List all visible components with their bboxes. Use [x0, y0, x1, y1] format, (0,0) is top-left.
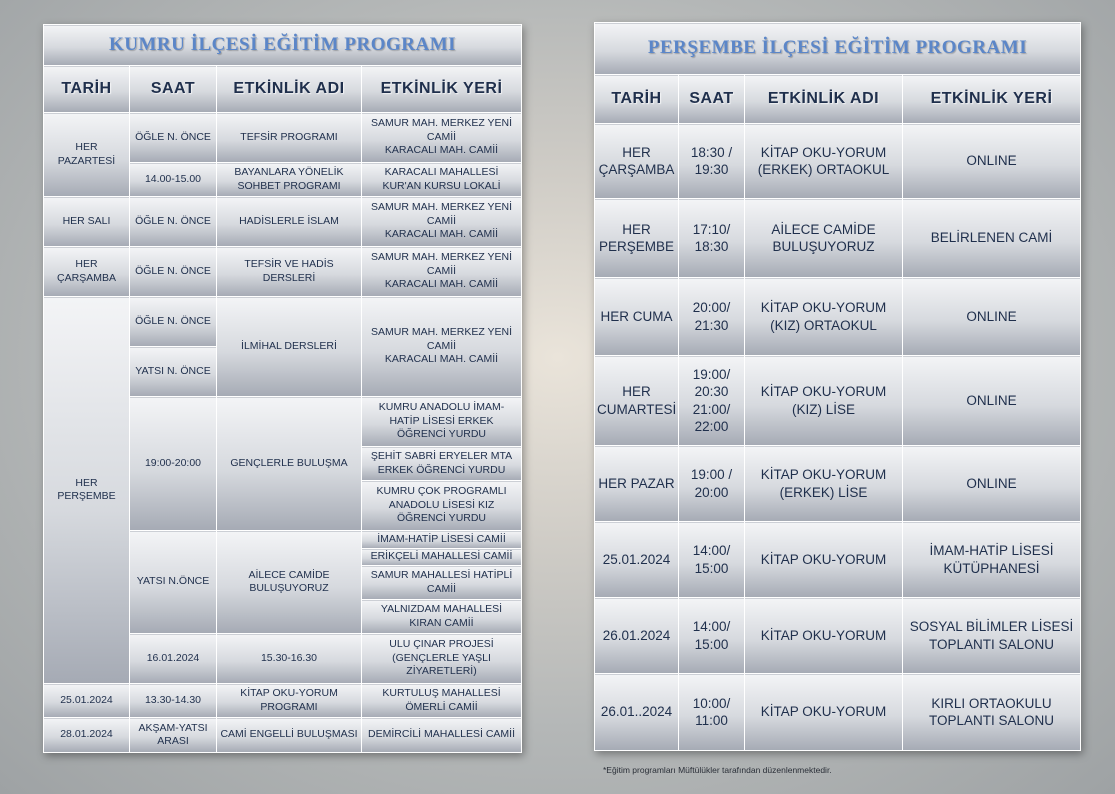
- place-cell: SAMUR MAH. MERKEZ YENİ CAMİİ KARACALI MAH. CAMİİ: [362, 297, 522, 397]
- header-time: SAAT: [679, 75, 745, 124]
- time-cell: 20:00/ 21:30: [679, 278, 745, 356]
- time-cell: 14:00/ 15:00: [679, 598, 745, 674]
- place-cell: SAMUR MAH. MERKEZ YENİ CAMİİ KARACALI MAH. CAMİİ: [362, 247, 522, 297]
- date-cell: 28.01.2024: [44, 718, 130, 753]
- date-cell: 25.01.2024: [595, 522, 679, 598]
- time-cell: 14:00/ 15:00: [679, 522, 745, 598]
- time-cell: YATSI N. ÖNCE: [130, 347, 217, 397]
- place-cell: SAMUR MAHALLESİ HATİPLİ CAMİİ: [362, 566, 522, 600]
- place-cell: İMAM-HATİP LİSESİ KÜTÜPHANESİ: [903, 522, 1081, 598]
- event-cell: TEFSİR VE HADİS DERSLERİ: [217, 247, 362, 297]
- time-cell: AKŞAM-YATSI ARASI: [130, 718, 217, 753]
- event-cell: KİTAP OKU-YORUM: [745, 598, 903, 674]
- place-cell: ONLINE: [903, 446, 1081, 522]
- date-cell: 26.01.2024: [595, 598, 679, 674]
- time-cell: ÖĞLE N. ÖNCE: [130, 197, 217, 247]
- place-cell: YALNIZDAM MAHALLESİ KIRAN CAMİİ: [362, 600, 522, 634]
- event-cell: AİLECE CAMİDE BULUŞUYORUZ: [217, 531, 362, 634]
- time-cell: 17:10/ 18:30: [679, 199, 745, 278]
- place-cell: DEMİRCİLİ MAHALLESİ CAMİİ: [362, 718, 522, 753]
- place-cell: SAMUR MAH. MERKEZ YENİ CAMİİ KARACALI MAH. CAMİİ: [362, 197, 522, 247]
- date-cell: HER PERŞEMBE: [595, 199, 679, 278]
- persembe-title: PERŞEMBE İLÇESİ EĞİTİM PROGRAMI: [595, 23, 1081, 75]
- place-cell: SOSYAL BİLİMLER LİSESİ TOPLANTI SALONU: [903, 598, 1081, 674]
- event-cell: İLMİHAL DERSLERİ: [217, 297, 362, 397]
- date-cell: HER ÇARŞAMBA: [595, 124, 679, 199]
- date-cell: HER SALI: [44, 197, 130, 247]
- time-cell: 19:00 / 20:00: [679, 446, 745, 522]
- header-date: TARİH: [44, 66, 130, 113]
- event-cell: TEFSİR PROGRAMI: [217, 113, 362, 163]
- date-cell: HER CUMA: [595, 278, 679, 356]
- header-place: ETKİNLİK YERİ: [903, 75, 1081, 124]
- place-cell: KARACALI MAHALLESİ KUR'AN KURSU LOKALİ: [362, 163, 522, 197]
- date-cell: HER CUMARTESİ: [595, 356, 679, 446]
- event-cell: ULU ÇINAR PROJESİ (GENÇLERLE YAŞLI ZİYARETLERİ): [362, 634, 522, 684]
- event-cell: GENÇLERLE BULUŞMA: [217, 397, 362, 531]
- date-cell: 26.01..2024: [595, 674, 679, 751]
- place-cell: KURTULUŞ MAHALLESİ ÖMERLİ CAMİİ: [362, 684, 522, 718]
- event-cell: KİTAP OKU-YORUM (KIZ) LİSE: [745, 356, 903, 446]
- event-cell: HADİSLERLE İSLAM: [217, 197, 362, 247]
- date-cell: 25.01.2024: [44, 684, 130, 718]
- header-date: TARİH: [595, 75, 679, 124]
- date-cell: HER PAZAR: [595, 446, 679, 522]
- place-cell: KUMRU ÇOK PROGRAMLI ANADOLU LİSESİ KIZ ÖĞRENCİ YURDU: [362, 481, 522, 531]
- place-cell: BELİRLENEN CAMİ: [903, 199, 1081, 278]
- header-time: SAAT: [130, 66, 217, 113]
- time-cell: ÖĞLE N. ÖNCE: [130, 247, 217, 297]
- footnote: *Eğitim programları Müftülükler tarafından düzenlenmektedir.: [603, 765, 832, 775]
- event-cell: KİTAP OKU-YORUM: [745, 522, 903, 598]
- date-cell: 16.01.2024: [130, 634, 217, 684]
- kumru-program-table: [43, 24, 522, 753]
- place-cell: ONLINE: [903, 278, 1081, 356]
- event-cell: KİTAP OKU-YORUM (ERKEK) LİSE: [745, 446, 903, 522]
- place-cell: SAMUR MAH. MERKEZ YENİ CAMİİ KARACALI MAH. CAMİİ: [362, 113, 522, 163]
- event-cell: CAMİ ENGELLİ BULUŞMASI: [217, 718, 362, 753]
- date-cell: HER PERŞEMBE: [44, 297, 130, 684]
- date-cell: HER PAZARTESİ: [44, 113, 130, 197]
- place-cell: KUMRU ANADOLU İMAM-HATİP LİSESİ ERKEK ÖĞRENCİ YURDU: [362, 397, 522, 447]
- place-cell: ONLINE: [903, 356, 1081, 446]
- place-cell: ONLINE: [903, 124, 1081, 199]
- time-cell: 13.30-14.30: [130, 684, 217, 718]
- time-cell: YATSI N.ÖNCE: [130, 531, 217, 634]
- event-cell: KİTAP OKU-YORUM (KIZ) ORTAOKUL: [745, 278, 903, 356]
- time-cell: ÖĞLE N. ÖNCE: [130, 113, 217, 163]
- time-cell: 18:30 / 19:30: [679, 124, 745, 199]
- time-cell: 14.00-15.00: [130, 163, 217, 197]
- date-cell: HER ÇARŞAMBA: [44, 247, 130, 297]
- kumru-title: KUMRU İLÇESİ EĞİTİM PROGRAMI: [44, 25, 522, 66]
- time-cell: 10:00/ 11:00: [679, 674, 745, 751]
- time-cell: ÖĞLE N. ÖNCE: [130, 297, 217, 347]
- time-cell: 19:00-20:00: [130, 397, 217, 531]
- header-event: ETKİNLİK ADI: [745, 75, 903, 124]
- event-cell: KİTAP OKU-YORUM: [745, 674, 903, 751]
- place-cell: ERİKÇELİ MAHALLESİ CAMİİ: [362, 549, 522, 566]
- event-cell: KİTAP OKU-YORUM PROGRAMI: [217, 684, 362, 718]
- header-event: ETKİNLİK ADI: [217, 66, 362, 113]
- place-cell: İMAM-HATİP LİSESİ CAMİİ: [362, 531, 522, 549]
- place-cell: ŞEHİT SABRİ ERYELER MTA ERKEK ÖĞRENCİ YURDU: [362, 447, 522, 481]
- time-cell: 15.30-16.30: [217, 634, 362, 684]
- persembe-program-table: [594, 22, 1081, 751]
- header-place: ETKİNLİK YERİ: [362, 66, 522, 113]
- event-cell: KİTAP OKU-YORUM (ERKEK) ORTAOKUL: [745, 124, 903, 199]
- place-cell: KIRLI ORTAOKULU TOPLANTI SALONU: [903, 674, 1081, 751]
- time-cell: 19:00/ 20:30 21:00/ 22:00: [679, 356, 745, 446]
- event-cell: BAYANLARA YÖNELİK SOHBET PROGRAMI: [217, 163, 362, 197]
- event-cell: AİLECE CAMİDE BULUŞUYORUZ: [745, 199, 903, 278]
